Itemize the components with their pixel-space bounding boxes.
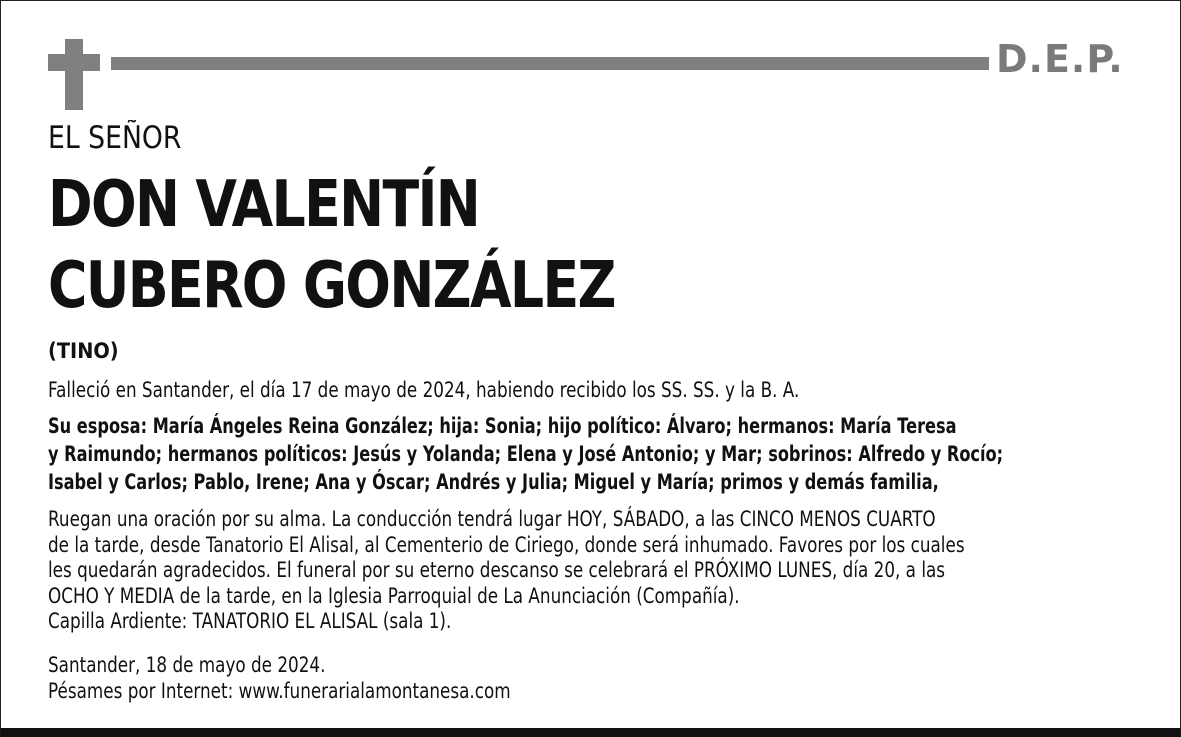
nickname: (TINO) [48,339,119,363]
service-line: Ruegan una oración por su alma. La conducción tendrá lugar HOY, SÁBADO, a las CINCO MENOS CUARTO [48,507,936,531]
service-line: OCHO Y MEDIA de la tarde, en la Iglesia Parroquial de La Anunciación (Compañía). [48,583,740,608]
family-line: Isabel y Carlos; Pablo, Irene; Ana y Óscar; Andrés y Julia; Miguel y María; primos y demás familia, [48,470,939,494]
service-line: les quedarán agradecidos. El funeral por su eterno descanso se celebrará el PRÓXIMO LUNES, día 20, a las [48,558,946,582]
header-rule [111,57,989,70]
closing [48,653,511,704]
family-list [48,412,1003,496]
deceased-name-line1: DON VALENTÍN [48,168,480,242]
cross-icon-bar [48,54,100,71]
service-line: de la tarde, desde Tanatorio El Alisal, al Cementerio de Ciriego, donde será inhumado. Favores por los cuales [48,532,965,557]
chapel-line: Capilla Ardiente: TANATORIO EL ALISAL (sala 1). [48,609,452,633]
honorific: EL SEÑOR [48,120,182,156]
dep-label: D.E.P. [996,37,1124,81]
death-statement: Falleció en Santander, el día 17 de mayo de 2024, habiendo recibido los SS. SS. y la B. A. [48,378,800,402]
service-details [48,507,965,635]
cross-icon [65,39,83,110]
family-line: y Raimundo; hermanos políticos: Jesús y Yolanda; Elena y José Antonio; y Mar; sobrinos: Alfredo y Rocío; [48,442,1004,466]
condolences-web: Pésames por Internet: www.funerarialamontanesa.com [48,678,511,703]
family-line: Su esposa: María Ángeles Reina González; hija: Sonia; hijo político: Álvaro; hermanos: María Teresa [48,414,957,438]
deceased-name-line2: CUBERO GONZÁLEZ [48,249,615,323]
place-date: Santander, 18 de mayo de 2024. [48,653,326,677]
